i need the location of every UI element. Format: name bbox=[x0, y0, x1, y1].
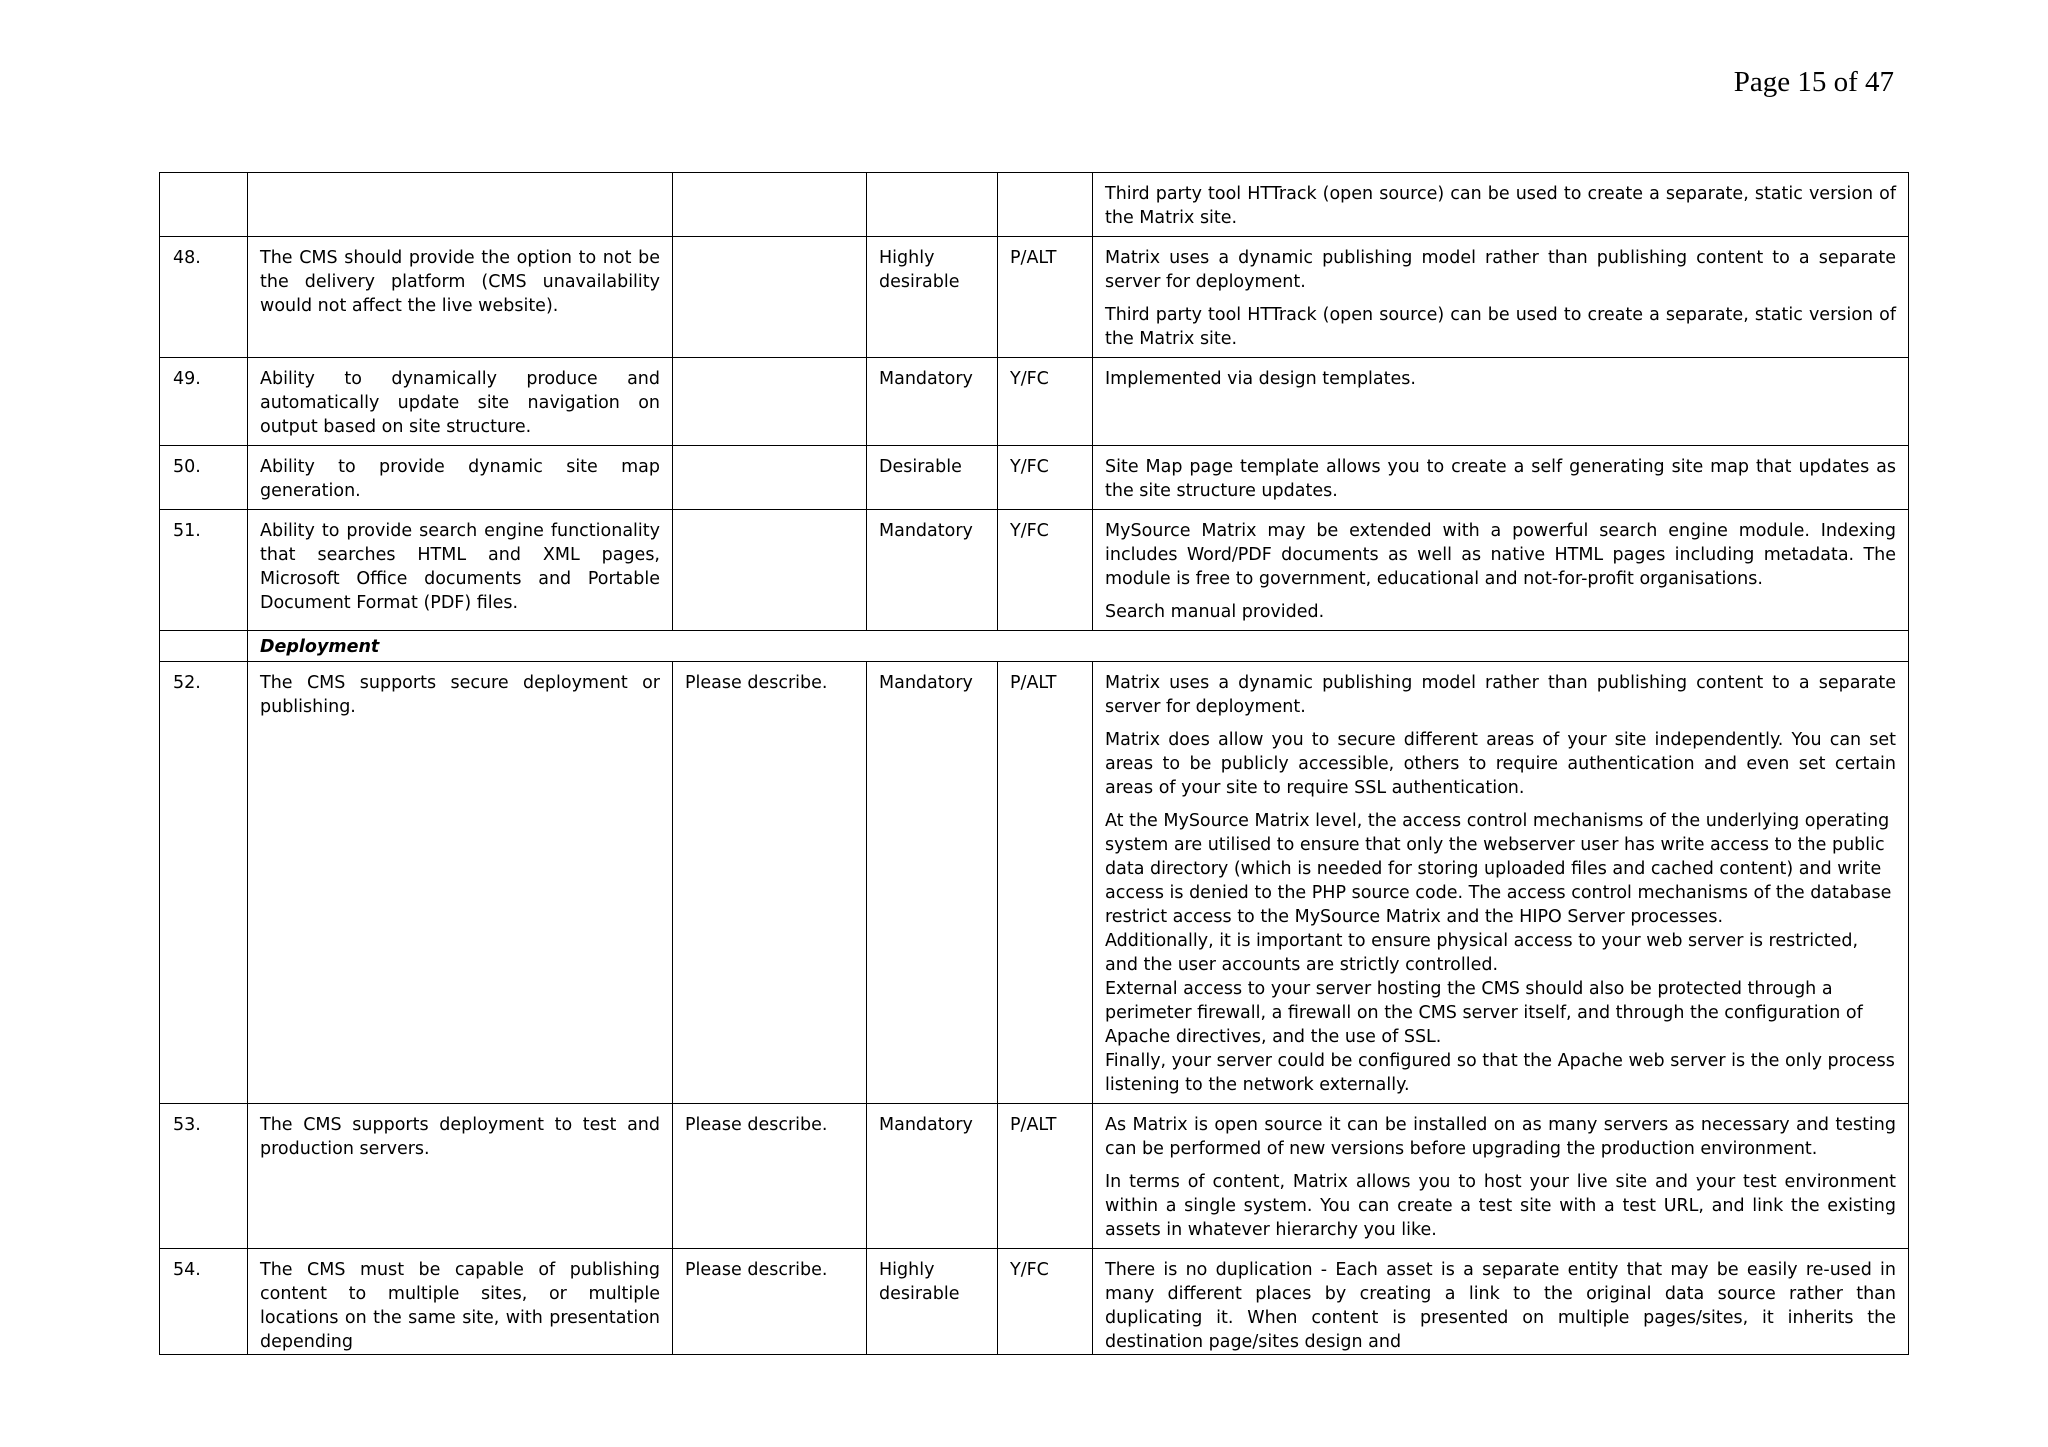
priority-cell: Highly desirable bbox=[867, 1249, 998, 1355]
describe-cell bbox=[673, 237, 867, 358]
requirement-text: The CMS should provide the option to not be the delivery platform (CMS unavailability would not affect the live website). bbox=[248, 237, 673, 358]
table-row bbox=[160, 173, 1909, 237]
compliance-cell: Y/FC bbox=[998, 1249, 1093, 1355]
response-cell bbox=[1093, 446, 1909, 510]
response-paragraph: Third party tool HTTrack (open source) can be used to create a separate, static version of the Matrix site. bbox=[1105, 305, 1896, 349]
requirement-text: The CMS supports secure deployment or publishing. bbox=[248, 662, 673, 1104]
response-paragraph: In terms of content, Matrix allows you to host your live site and your test environment within a single system. You can create a test site with a test URL, and link the existing assets in whatever hierarchy you like. bbox=[1105, 1172, 1896, 1240]
priority-cell: Mandatory bbox=[867, 510, 998, 631]
item-number: 54. bbox=[160, 1249, 248, 1355]
requirement-text: Ability to dynamically produce and automatically update site navigation on output based on site structure. bbox=[248, 358, 673, 446]
response-paragraph: As Matrix is open source it can be installed on as many servers as necessary and testing can be performed of new versions before upgrading the production environment. bbox=[1105, 1115, 1896, 1159]
describe-cell bbox=[673, 446, 867, 510]
priority-cell: Highly desirable bbox=[867, 237, 998, 358]
response-paragraph: At the MySource Matrix level, the access control mechanisms of the underlying operating system are utilised to ensure that only the webserver user has write access to the public data directory (which is needed for storing uploaded files and cached content) and write access is denied to the PHP source code. The access control mechanisms of the database restrict access to the MySource Matrix and the HIPO Server processes. bbox=[1105, 811, 1892, 927]
item-number bbox=[160, 173, 248, 237]
response-cell bbox=[1093, 662, 1909, 1104]
compliance-cell: Y/FC bbox=[998, 510, 1093, 631]
section-row bbox=[160, 631, 1909, 662]
table-row bbox=[160, 662, 1909, 1104]
response-paragraph: Additionally, it is important to ensure physical access to your web server is restricted, and the user accounts are strictly controlled. bbox=[1105, 931, 1859, 975]
requirement-text: The CMS supports deployment to test and production servers. bbox=[248, 1104, 673, 1249]
requirements-table-body bbox=[160, 173, 1909, 1355]
response-paragraph: External access to your server hosting the CMS should also be protected through a perimeter firewall, a firewall on the CMS server itself, and through the configuration of Apache directives, and the use of SSL. bbox=[1105, 979, 1863, 1047]
describe-cell: Please describe. bbox=[673, 662, 867, 1104]
response-cell bbox=[1093, 173, 1909, 237]
table-row bbox=[160, 237, 1909, 358]
describe-cell: Please describe. bbox=[673, 1104, 867, 1249]
response-cell bbox=[1093, 358, 1909, 446]
item-number: 51. bbox=[160, 510, 248, 631]
requirement-text: The CMS must be capable of publishing content to multiple sites, or multiple locations on the same site, with presentation depending bbox=[248, 1249, 673, 1355]
priority-cell: Desirable bbox=[867, 446, 998, 510]
requirement-text: Ability to provide search engine functionality that searches HTML and XML pages, Microsoft Office documents and Portable Document Format (PDF) files. bbox=[248, 510, 673, 631]
section-num-cell bbox=[160, 631, 248, 662]
describe-cell bbox=[673, 173, 867, 237]
response-paragraph: Third party tool HTTrack (open source) can be used to create a separate, static version of the Matrix site. bbox=[1105, 184, 1896, 228]
priority-cell: Mandatory bbox=[867, 1104, 998, 1249]
response-cell bbox=[1093, 237, 1909, 358]
requirements-table bbox=[159, 172, 1909, 1355]
item-number: 52. bbox=[160, 662, 248, 1104]
response-paragraph: Site Map page template allows you to create a self generating site map that updates as the site structure updates. bbox=[1105, 457, 1896, 501]
requirement-text bbox=[248, 173, 673, 237]
response-paragraph: Matrix uses a dynamic publishing model rather than publishing content to a separate server for deployment. bbox=[1105, 248, 1896, 292]
response-paragraph: Implemented via design templates. bbox=[1105, 369, 1416, 389]
item-number: 48. bbox=[160, 237, 248, 358]
response-paragraph: Matrix does allow you to secure different areas of your site independently. You can set areas to be publicly accessible, others to require authentication and even set certain areas of your site to require SSL authentication. bbox=[1105, 730, 1896, 798]
table-row bbox=[160, 510, 1909, 631]
describe-cell bbox=[673, 510, 867, 631]
compliance-cell: P/ALT bbox=[998, 1104, 1093, 1249]
table-row bbox=[160, 1104, 1909, 1249]
section-title: Deployment bbox=[248, 631, 1909, 662]
table-row bbox=[160, 358, 1909, 446]
response-paragraph: MySource Matrix may be extended with a powerful search engine module. Indexing includes Word/PDF documents as well as native HTML pages including metadata. The module is free to government, educational and not-for-profit organisations. bbox=[1105, 521, 1896, 589]
response-paragraph: Finally, your server could be configured so that the Apache web server is the only process listening to the network externally. bbox=[1105, 1051, 1895, 1095]
table-row bbox=[160, 1249, 1909, 1355]
priority-cell bbox=[867, 173, 998, 237]
describe-cell: Please describe. bbox=[673, 1249, 867, 1355]
compliance-cell: Y/FC bbox=[998, 358, 1093, 446]
response-paragraph: Search manual provided. bbox=[1105, 602, 1325, 622]
item-number: 49. bbox=[160, 358, 248, 446]
compliance-cell: P/ALT bbox=[998, 237, 1093, 358]
compliance-cell: P/ALT bbox=[998, 662, 1093, 1104]
item-number: 50. bbox=[160, 446, 248, 510]
compliance-cell: Y/FC bbox=[998, 446, 1093, 510]
priority-cell: Mandatory bbox=[867, 358, 998, 446]
describe-cell bbox=[673, 358, 867, 446]
response-cell bbox=[1093, 510, 1909, 631]
response-cell bbox=[1093, 1104, 1909, 1249]
priority-cell: Mandatory bbox=[867, 662, 998, 1104]
item-number: 53. bbox=[160, 1104, 248, 1249]
response-cell bbox=[1093, 1249, 1909, 1355]
requirement-text: Ability to provide dynamic site map generation. bbox=[248, 446, 673, 510]
table-row bbox=[160, 446, 1909, 510]
page-number: Page 15 of 47 bbox=[1733, 66, 1894, 98]
response-paragraph: There is no duplication - Each asset is a separate entity that may be easily re-used in many different places by creating a link to the original data source rather than duplicating it. When content is presented on multiple pages/sites, it inherits the destination page/sites design and bbox=[1105, 1260, 1896, 1352]
response-paragraph: Matrix uses a dynamic publishing model rather than publishing content to a separate server for deployment. bbox=[1105, 673, 1896, 717]
compliance-cell bbox=[998, 173, 1093, 237]
